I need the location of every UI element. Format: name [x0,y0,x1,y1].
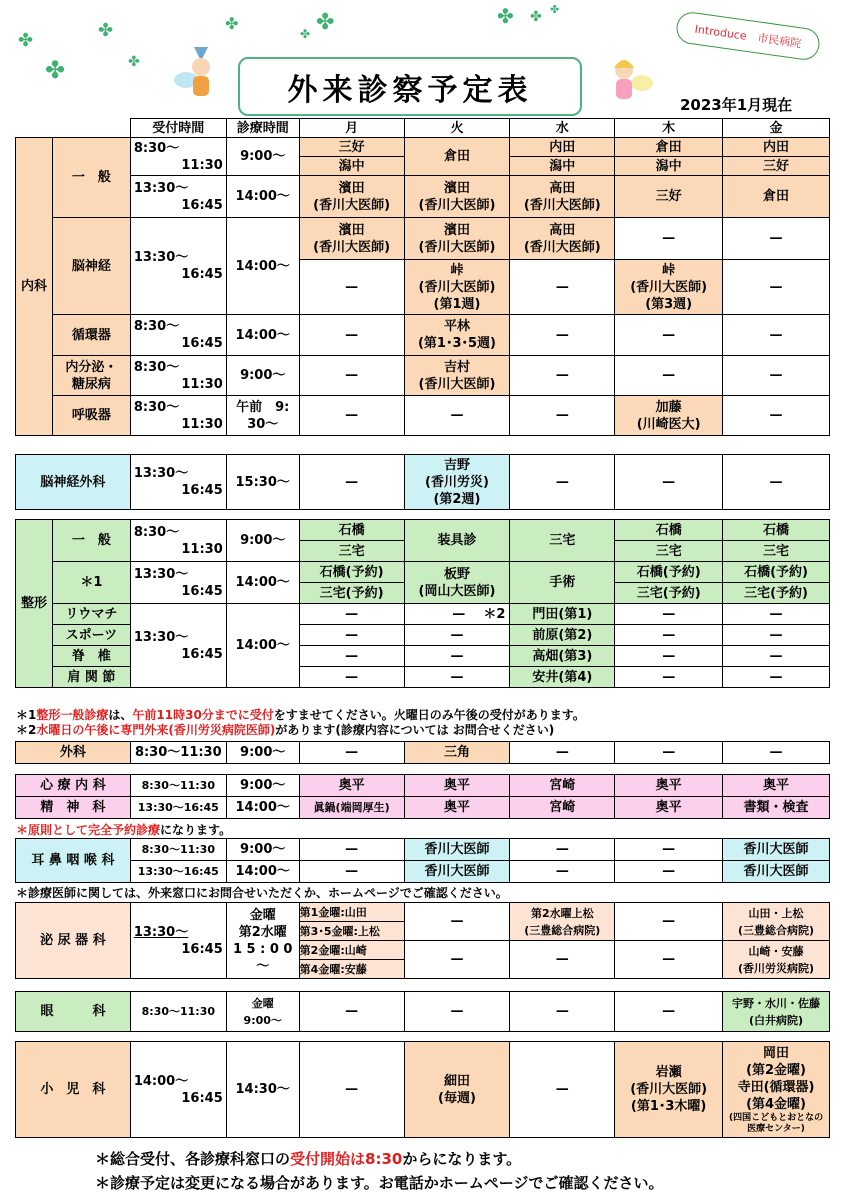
schedule-cell: — [299,1042,404,1138]
schedule-cell: — [510,455,615,510]
schedule-cell: — [510,941,615,979]
schedule-cell: — [615,941,723,979]
consult-time: 14:00～ [226,861,299,883]
schedule-cell: — [299,992,404,1032]
reception-time: 8:30～ 11:30 [130,356,226,396]
schedule-cell: — [299,356,404,396]
junkan-label: 循環器 [52,315,130,356]
schedule-cell: 石橋(予約) [299,562,404,583]
seikei-star1-label: ＊1 [52,562,130,604]
schedule-cell: 第2金曜:山崎 [299,941,404,960]
consult-time: 14:00～ [226,562,299,604]
kokyu-label: 呼吸器 [52,396,130,436]
consult-time: 金曜 第2水曜 1 5 : 0 0 ～ [226,903,299,979]
note-seikei-2: ＊2水曜日の午後に専門外来(香川労災病院医師)があります(診療内容については お問合せください) [16,723,555,737]
col-fri: 金 [723,119,830,138]
geka-table [15,741,830,764]
note-doctor: ＊診療医師に関しては、外来窓口にお問合せいただくか、ホームページでご確認ください。 [16,886,508,900]
clover-icon: ✤ [45,56,66,84]
schedule-cell: 内田 [723,138,830,157]
dept-hinyo: 泌 尿 器 科 [16,903,131,979]
clover-icon: ✤ [18,30,34,51]
schedule-cell: — [615,315,723,356]
schedule-cell: 三好 [615,176,723,218]
schedule-cell: 第1金曜:山田 [299,903,404,922]
reception-time: 8:30～ 11:30 [130,520,226,562]
ganka-table [15,991,830,1032]
schedule-cell: 濱田 (香川大医師) [404,176,510,218]
schedule-cell: 三宅 [510,520,615,562]
consult-time: 14:00～ [226,176,299,218]
schedule-cell: 高田 (香川大医師) [510,218,615,260]
schedule-cell: — [299,742,404,764]
reception-time: 8:30～ 16:45 [130,315,226,356]
reception-time: 13:30～ 16:45 [130,604,226,688]
schedule-cell: — [723,218,830,260]
consult-time: 9:00～ [226,839,299,861]
schedule-cell: 装具診 [404,520,510,562]
schedule-cell: 峠 (香川大医師) (第3週) [615,260,723,315]
schedule-cell: — [723,455,830,510]
schedule-cell: — [615,839,723,861]
date-label: 2023年1月現在 [680,96,793,114]
clover-icon: ✤ [128,54,140,70]
naika-ippan-label: 一 般 [52,138,130,218]
schedule-cell: 奥平 [404,797,510,819]
header [0,0,847,118]
footer-note-1: ＊総合受付、各診療科窓口の受付開始は8:30からになります。 [95,1150,522,1168]
schedule-cell: 濱田 (香川大医師) [404,218,510,260]
schedule-cell: 山崎・安藤 (香川労災病院) [723,941,830,979]
reception-time: 13:30～ 16:45 [130,218,226,315]
rheum-label: リウマチ [52,604,130,625]
schedule-cell: — [615,742,723,764]
schedule-cell: — [404,625,510,646]
schedule-cell: — [723,667,830,688]
schedule-cell: 香川大医師 [404,839,510,861]
dept-ganka: 眼 科 [16,992,131,1032]
schedule-cell: — [510,742,615,764]
schedule-cell: 前原(第2) [510,625,615,646]
spine-label: 脊 椎 [52,646,130,667]
reception-time: 13:30～16:45 [130,861,226,883]
schedule-cell: 倉田 [404,138,510,176]
schedule-cell: 板野 (岡山大医師) [404,562,510,604]
footer-note-2: ＊診療予定は変更になる場合があります。お電話かホームページでご確認ください。 [95,1174,664,1192]
schedule-cell: — [615,455,723,510]
schedule-cell: — [615,861,723,883]
schedule-cell: 岩瀬 (香川大医師) (第1･3木曜) [615,1042,723,1138]
schedule-cell: 奥平 [404,775,510,797]
schedule-cell: 倉田 [723,176,830,218]
schedule-cell: — [615,218,723,260]
schedule-cell: 平林 (第1･3･5週) [404,315,510,356]
schedule-cell: 三好 [723,157,830,176]
schedule-cell: 三宅 [299,541,404,562]
schedule-cell: — [404,941,510,979]
schedule-cell: 奥平 [615,797,723,819]
consult-time: 午前 9: 30～ [226,396,299,436]
schedule-cell: — [404,646,510,667]
reception-time: 8:30～ 11:30 [130,396,226,436]
hinyo-table [15,902,830,979]
schedule-cell: 奥平 [615,775,723,797]
schedule-cell: 三宅 [615,541,723,562]
reception-time: 8:30～ 11:30 [130,138,226,176]
reception-time: 14:00～ 16:45 [130,1042,226,1138]
clover-icon: ✤ [497,4,514,28]
reception-time: 8:30～11:30 [130,775,226,797]
schedule-cell: 三好 [299,138,404,157]
schedule-cell: 三角 [404,742,510,764]
dept-seishin: 精 神 科 [16,797,131,819]
schedule-cell: — [299,839,404,861]
schedule-cell: 細田 (毎週) [404,1042,510,1138]
schedule-cell: 吉村 (香川大医師) [404,356,510,396]
shinryo-table [15,774,830,819]
schedule-cell: — [510,839,615,861]
schedule-cell: 内田 [510,138,615,157]
schedule-cell: 高畑(第3) [510,646,615,667]
col-reception: 受付時間 [130,119,226,138]
schedule-cell: — [299,396,404,436]
schedule-cell: 第3･5金曜:上松 [299,922,404,941]
shoni-table [15,1041,830,1138]
schedule-cell: — [510,260,615,315]
schedule-cell: — [615,356,723,396]
note-seikei-1: ＊1整形一般診療は、午前11時30分までに受付をすませてください。火曜日のみ午後の受付があります。 [16,708,585,722]
reception-time: 8:30～11:30 [130,992,226,1032]
consult-time: 15:30～ [226,455,299,510]
schedule-cell: 三宅(予約) [723,583,830,604]
schedule-cell: — [723,625,830,646]
naika-table [15,118,830,436]
clover-icon: ✤ [225,14,239,33]
schedule-cell: 石橋(予約) [615,562,723,583]
dept-shoni: 小 児 科 [16,1042,131,1138]
schedule-cell: — [615,604,723,625]
col-consult: 診療時間 [226,119,299,138]
schedule-cell: — [404,667,510,688]
consult-time: 14:00～ [226,218,299,315]
schedule-cell: — [723,646,830,667]
dept-shinryo: 心 療 内 科 [16,775,131,797]
schedule-cell: 眞鍋(端岡厚生) [299,797,404,819]
consult-time: 14:00～ [226,797,299,819]
clover-icon: ✤ [550,3,560,16]
schedule-cell: 香川大医師 [723,861,830,883]
schedule-cell: 石橋 [615,520,723,541]
reception-time: 13:30～16:45 [130,797,226,819]
schedule-cell: — [510,356,615,396]
dept-seikei: 整形 [16,520,53,688]
col-tue: 火 [404,119,510,138]
schedule-cell: — [723,315,830,356]
reception-time: 13:30～ 16:45 [130,176,226,218]
introduce-badge: Introduce 市民病院 [674,10,821,62]
schedule-cell: 第4金曜:安藤 [299,960,404,979]
schedule-cell: 門田(第1) [510,604,615,625]
col-wed: 水 [510,119,615,138]
dept-naika: 内科 [16,138,53,436]
schedule-cell: — [299,260,404,315]
schedule-cell: 山田・上松 (三豊総合病院) [723,903,830,941]
schedule-cell: — [299,625,404,646]
reception-time: 13:30～ 16:45 [130,455,226,510]
schedule-cell: 香川大医師 [404,861,510,883]
schedule-cell: 宮崎 [510,775,615,797]
schedule-cell: 書類・検査 [723,797,830,819]
schedule-cell: — [723,604,830,625]
schedule-cell: — [299,604,404,625]
clover-icon: ✤ [98,20,114,41]
reception-time: 8:30～11:30 [130,839,226,861]
schedule-cell: — [510,861,615,883]
fairy-girl-icon [594,48,654,108]
schedule-cell: 倉田 [615,138,723,157]
schedule-cell: — [723,356,830,396]
schedule-cell: — [510,315,615,356]
schedule-cell: — [723,742,830,764]
schedule-cell: 峠 (香川大医師) (第1週) [404,260,510,315]
schedule-cell: 吉野 (香川労災) (第2週) [404,455,510,510]
schedule-cell: 石橋 [723,520,830,541]
naibun-label: 内分泌・ 糖尿病 [52,356,130,396]
schedule-cell: 宇野・水川・佐藤 (白井病院) [723,992,830,1032]
schedule-cell: — [615,992,723,1032]
schedule-cell: — [510,396,615,436]
schedule-cell: 奥平 [299,775,404,797]
fairy-boy-icon [172,45,232,105]
schedule-cell: — [404,903,510,941]
schedule-cell: 奥平 [723,775,830,797]
schedule-cell: — [299,667,404,688]
dept-jibi: 耳 鼻 咽 喉 科 [16,839,131,883]
schedule-cell: — [615,646,723,667]
note-yoyaku: ＊原則として完全予約診療になります。 [16,823,232,837]
seikei-table [15,519,830,688]
reception-time: 8:30～11:30 [130,742,226,764]
col-thu: 木 [615,119,723,138]
schedule-cell: 高田 (香川大医師) [510,176,615,218]
schedule-cell: — [723,396,830,436]
reception-time: 13:30～ 16:45 [130,903,226,979]
clover-icon: ✤ [316,10,335,35]
schedule-cell: — [723,260,830,315]
schedule-cell: 手術 [510,562,615,604]
seikei-ippan-label: 一 般 [52,520,130,562]
schedule-cell: 潟中 [299,157,404,176]
reception-time: 13:30～ 16:45 [130,562,226,604]
consult-time: 14:30～ [226,1042,299,1138]
schedule-cell: 潟中 [510,157,615,176]
schedule-cell: — ＊2 [404,604,510,625]
consult-time: 9:00～ [226,775,299,797]
schedule-cell: 三宅(予約) [615,583,723,604]
schedule-cell: 石橋 [299,520,404,541]
consult-time: 9:00～ [226,742,299,764]
schedule-cell: 第2水曜上松 (三豊総合病院) [510,903,615,941]
consult-time: 9:00～ [226,356,299,396]
sports-label: スポーツ [52,625,130,646]
schedule-cell: 濱田 (香川大医師) [299,218,404,260]
clover-icon: ✤ [530,9,542,25]
schedule-cell: 安井(第4) [510,667,615,688]
consult-time: 金曜 9:00～ [226,992,299,1032]
col-mon: 月 [299,119,404,138]
schedule-cell: — [510,992,615,1032]
schedule-cell: 加藤 (川崎医大) [615,396,723,436]
schedule-cell: — [615,903,723,941]
schedule-cell: — [404,992,510,1032]
consult-time: 14:00～ [226,315,299,356]
schedule-cell: — [404,396,510,436]
clover-icon: ✤ [300,27,311,41]
schedule-cell: — [510,1042,615,1138]
schedule-cell: — [299,861,404,883]
schedule-cell: 香川大医師 [723,839,830,861]
shoulder-label: 肩 関 節 [52,667,130,688]
schedule-cell: — [299,646,404,667]
dept-geka: 外科 [16,742,131,764]
consult-time: 9:00～ [226,520,299,562]
schedule-cell: 岡田 (第2金曜) 寺田(循環器) (第4金曜) (四国こどもとおとなの 医療センター) [723,1042,830,1138]
consult-time: 9:00～ [226,138,299,176]
jibi-table [15,838,830,883]
nougeka-table [15,454,830,510]
schedule-cell: 三宅(予約) [299,583,404,604]
consult-time: 14:00～ [226,604,299,688]
schedule-cell: 石橋(予約) [723,562,830,583]
page-title: 外来診察予定表 [238,57,582,116]
schedule-cell: 濱田 (香川大医師) [299,176,404,218]
schedule-cell: — [299,315,404,356]
schedule-cell: 三宅 [723,541,830,562]
schedule-cell: — [615,625,723,646]
schedule-cell: 宮崎 [510,797,615,819]
nou-label: 脳神経 [52,218,130,315]
schedule-cell: 潟中 [615,157,723,176]
schedule-cell: — [299,455,404,510]
schedule-cell: — [615,667,723,688]
dept-nougeka: 脳神経外科 [16,455,131,510]
